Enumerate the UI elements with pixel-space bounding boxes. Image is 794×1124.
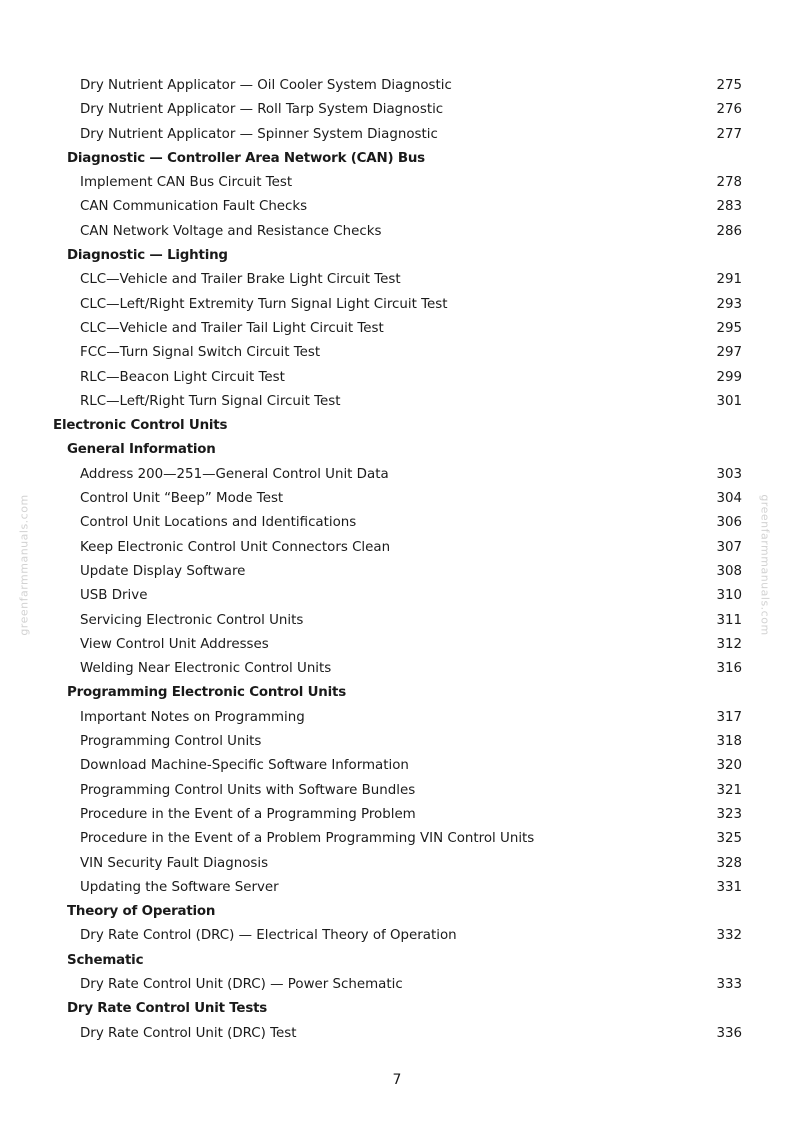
toc-entry	[0, 463, 794, 487]
toc-entry	[0, 220, 794, 244]
toc-entry-page-number: 320	[716, 758, 742, 774]
toc-entry-page-number: 328	[716, 855, 742, 871]
toc-entry-title: Dry Rate Control (DRC) — Electrical Theory of Operation	[80, 928, 457, 944]
toc-entry-title: Programming Electronic Control Units	[67, 685, 346, 701]
toc-entry-title: CLC—Vehicle and Trailer Tail Light Circuit Test	[80, 320, 384, 336]
toc-entry	[0, 706, 794, 730]
toc-entry-title: View Control Unit Addresses	[80, 636, 269, 652]
toc-entry-title: Procedure in the Event of a Programming Problem	[80, 806, 416, 822]
toc-entry	[0, 536, 794, 560]
table-of-contents	[0, 74, 794, 1046]
toc-section-heading	[0, 900, 794, 924]
toc-entry-page-number: 318	[716, 734, 742, 750]
toc-entry	[0, 487, 794, 511]
toc-entry	[0, 74, 794, 98]
toc-section-heading	[0, 147, 794, 171]
toc-entry-title: Implement CAN Bus Circuit Test	[80, 175, 293, 191]
toc-entry-title: Dry Rate Control Unit (DRC) Test	[80, 1025, 297, 1041]
toc-entry-title: VIN Security Fault Diagnosis	[80, 855, 269, 871]
toc-entry	[0, 123, 794, 147]
toc-entry-page-number: 301	[716, 393, 742, 409]
toc-entry	[0, 390, 794, 414]
toc-entry-page-number: 291	[716, 272, 742, 288]
toc-entry	[0, 730, 794, 754]
toc-section-heading	[0, 997, 794, 1021]
toc-entry	[0, 803, 794, 827]
toc-entry-title: Schematic	[67, 952, 144, 968]
toc-entry-title: Updating the Software Server	[80, 879, 279, 895]
toc-entry-title: CAN Network Voltage and Resistance Checks	[80, 223, 382, 239]
toc-entry	[0, 366, 794, 390]
toc-entry-page-number: 312	[716, 636, 742, 652]
toc-entry	[0, 754, 794, 778]
toc-entry-page-number: 293	[716, 296, 742, 312]
toc-section-heading	[0, 438, 794, 462]
toc-entry-title: Theory of Operation	[67, 904, 216, 920]
toc-entry-title: Electronic Control Units	[53, 418, 228, 434]
toc-entry-title: Programming Control Units	[80, 734, 262, 750]
toc-entry-title: Procedure in the Event of a Problem Programming VIN Control Units	[80, 831, 535, 847]
toc-entry	[0, 511, 794, 535]
toc-entry	[0, 560, 794, 584]
toc-entry-page-number: 310	[716, 588, 742, 604]
toc-entry-page-number: 278	[716, 175, 742, 191]
toc-entry-page-number: 295	[716, 320, 742, 336]
toc-entry	[0, 609, 794, 633]
toc-entry-page-number: 299	[716, 369, 742, 385]
toc-entry	[0, 268, 794, 292]
toc-entry-title: General Information	[67, 442, 216, 458]
toc-section-heading	[0, 414, 794, 438]
toc-entry-title: Keep Electronic Control Unit Connectors Clean	[80, 539, 391, 555]
toc-entry-title: CLC—Left/Right Extremity Turn Signal Light Circuit Test	[80, 296, 448, 312]
toc-entry-page-number: 277	[716, 126, 742, 142]
toc-entry-page-number: 333	[716, 976, 742, 992]
toc-entry-title: Address 200—251—General Control Unit Data	[80, 466, 389, 482]
page-number: 7	[392, 1072, 402, 1088]
toc-entry-page-number: 304	[716, 491, 742, 507]
toc-entry-title: Important Notes on Programming	[80, 709, 305, 725]
toc-entry-title: FCC—Turn Signal Switch Circuit Test	[80, 345, 321, 361]
toc-entry	[0, 341, 794, 365]
toc-entry-title: RLC—Left/Right Turn Signal Circuit Test	[80, 393, 341, 409]
toc-entry-title: USB Drive	[80, 588, 148, 604]
toc-entry	[0, 827, 794, 851]
toc-entry	[0, 924, 794, 948]
toc-entry	[0, 779, 794, 803]
toc-entry-page-number: 303	[716, 466, 742, 482]
toc-entry-title: Dry Nutrient Applicator — Roll Tarp System Diagnostic	[80, 102, 444, 118]
toc-entry-title: Update Display Software	[80, 563, 246, 579]
toc-entry	[0, 293, 794, 317]
toc-entry-title: CAN Communication Fault Checks	[80, 199, 308, 215]
toc-entry	[0, 876, 794, 900]
toc-entry-page-number: 297	[716, 345, 742, 361]
toc-entry-page-number: 317	[716, 709, 742, 725]
toc-entry-page-number: 275	[716, 78, 742, 93]
toc-entry	[0, 633, 794, 657]
toc-entry-title: RLC—Beacon Light Circuit Test	[80, 369, 285, 385]
toc-section-heading	[0, 949, 794, 973]
toc-entry	[0, 317, 794, 341]
toc-entry-title: Dry Nutrient Applicator — Oil Cooler System Diagnostic	[80, 78, 452, 93]
toc-entry-page-number: 332	[716, 928, 742, 944]
toc-entry-page-number: 321	[716, 782, 742, 798]
watermark-left: greenfarmmanuals.com	[17, 494, 31, 636]
toc-entry-title: Control Unit Locations and Identifications	[80, 515, 357, 531]
toc-entry-page-number: 336	[716, 1025, 742, 1041]
toc-entry-page-number: 307	[716, 539, 742, 555]
toc-entry-page-number: 283	[716, 199, 742, 215]
toc-entry-title: Diagnostic — Controller Area Network (CAN) Bus	[67, 150, 425, 166]
toc-entry-page-number: 325	[716, 831, 742, 847]
toc-entry	[0, 98, 794, 122]
toc-section-heading	[0, 244, 794, 268]
watermark-right: greenfarmmanuals.com	[758, 494, 772, 636]
toc-entry-title: Download Machine-Specific Software Information	[80, 758, 409, 774]
toc-entry	[0, 973, 794, 997]
toc-entry	[0, 584, 794, 608]
toc-entry-title: Dry Rate Control Unit (DRC) — Power Schematic	[80, 976, 403, 992]
toc-entry	[0, 1022, 794, 1046]
toc-entry-title: Servicing Electronic Control Units	[80, 612, 304, 628]
toc-entry-page-number: 311	[716, 612, 742, 628]
toc-entry-title: Control Unit “Beep” Mode Test	[80, 491, 284, 507]
toc-entry-title: Dry Rate Control Unit Tests	[67, 1001, 268, 1017]
toc-entry-title: Welding Near Electronic Control Units	[80, 661, 332, 677]
toc-section-heading	[0, 681, 794, 705]
toc-entry	[0, 852, 794, 876]
toc-entry-title: Programming Control Units with Software Bundles	[80, 782, 416, 798]
toc-entry	[0, 657, 794, 681]
toc-entry-page-number: 331	[716, 879, 742, 895]
toc-entry-page-number: 308	[716, 563, 742, 579]
toc-entry-title: Dry Nutrient Applicator — Spinner System Diagnostic	[80, 126, 438, 142]
toc-entry-page-number: 306	[716, 515, 742, 531]
toc-entry-title: CLC—Vehicle and Trailer Brake Light Circuit Test	[80, 272, 401, 288]
toc-entry-page-number: 286	[716, 223, 742, 239]
toc-entry	[0, 171, 794, 195]
toc-entry-page-number: 316	[716, 661, 742, 677]
toc-entry	[0, 195, 794, 219]
toc-entry-page-number: 323	[716, 806, 742, 822]
toc-entry-title: Diagnostic — Lighting	[67, 248, 228, 264]
toc-entry-page-number: 276	[716, 102, 742, 118]
